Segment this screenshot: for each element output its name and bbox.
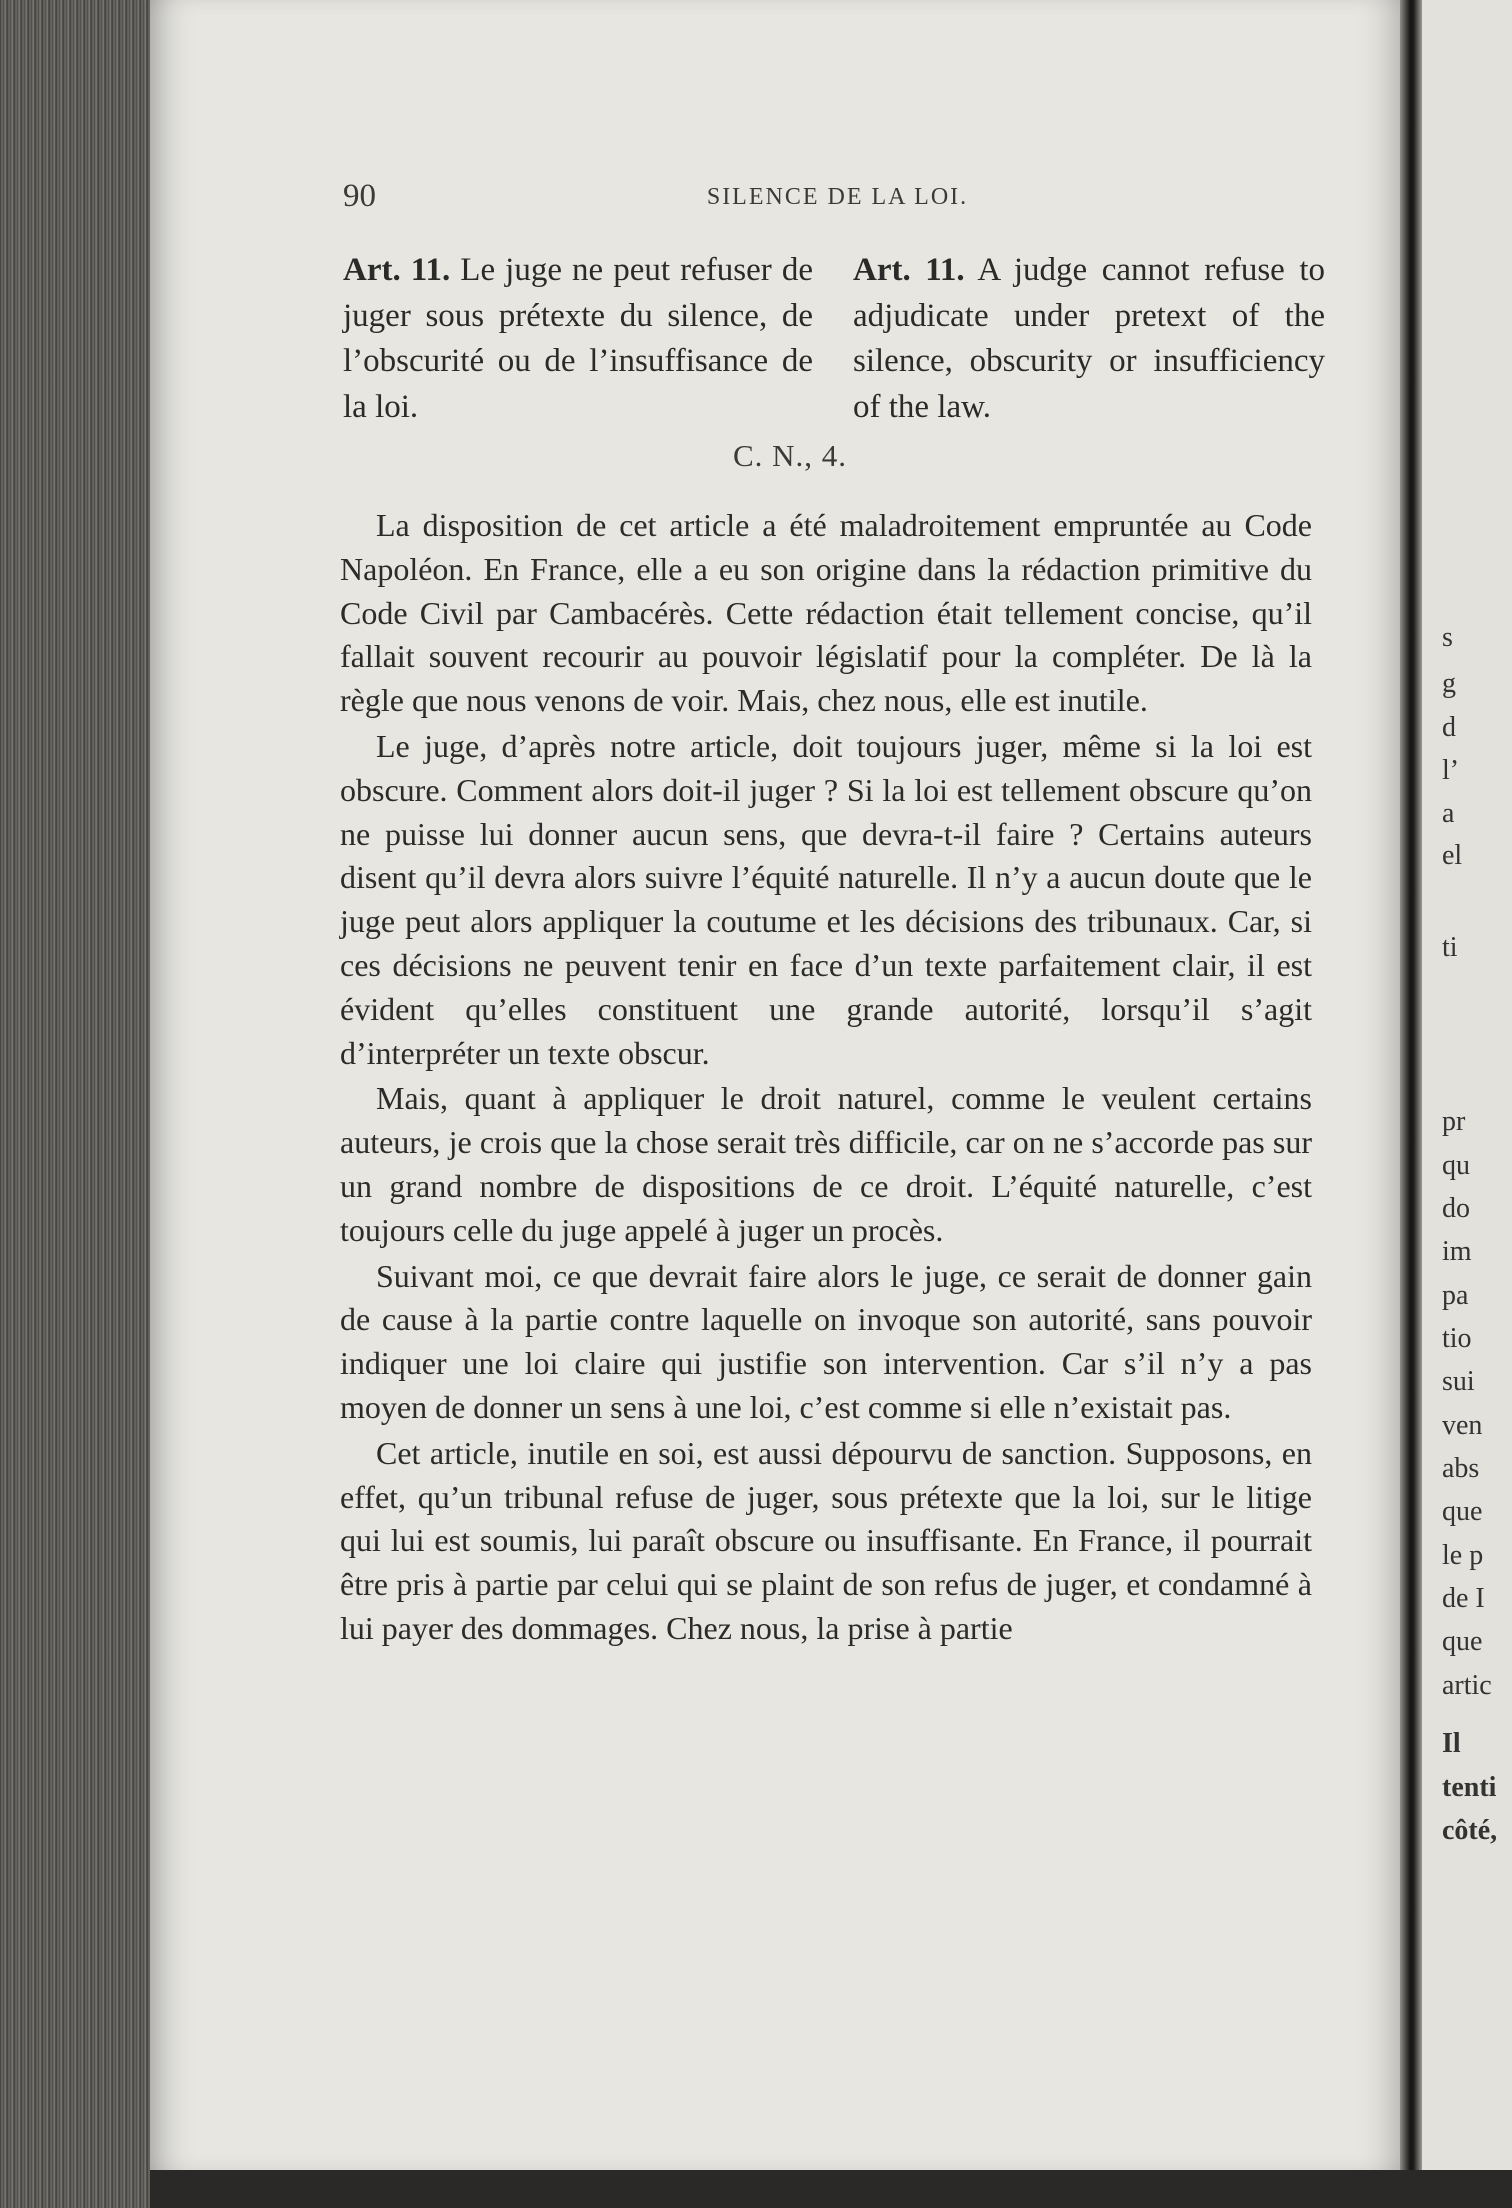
article-english [853, 248, 1325, 430]
page-number: 90 [343, 178, 376, 214]
article-text-fr: Le juge ne peut refuser de juger sous prétexte du silence, de l’obscurité ou de l’insuffisance de la loi. [343, 252, 813, 425]
facing-fragment: a [1442, 798, 1455, 829]
facing-fragment: tenti [1442, 1772, 1497, 1803]
facing-fragment: de I [1442, 1583, 1485, 1614]
facing-fragment: que [1442, 1496, 1483, 1527]
article-label-en: Art. 11. [853, 252, 965, 288]
facing-page [1422, 0, 1512, 2170]
article-label-fr: Art. 11. [343, 252, 451, 288]
running-title: SILENCE DE LA LOI. [706, 184, 969, 210]
facing-fragment: d [1442, 712, 1456, 743]
code-reference: C. N., 4. [732, 438, 848, 473]
facing-fragment: Il [1442, 1728, 1461, 1759]
facing-fragment: ven [1442, 1410, 1483, 1441]
commentary [340, 504, 1312, 1651]
page-edges [0, 0, 150, 2208]
facing-fragment: pr [1442, 1106, 1466, 1137]
paragraph: La disposition de cet article a été maladroitement empruntée au Code Napoléon. En France, elle a eu son origine dans la rédaction primitive du Code Civil par Cambacérès. Cette rédaction était tellement concise, qu’il fallait souvent recourir au pouvoir législatif pour la compléter. De là la règle que nous venons de voir. Mais, chez nous, elle est inutile. [340, 507, 1312, 719]
facing-fragment: abs [1442, 1453, 1480, 1484]
facing-fragment: s [1442, 622, 1453, 653]
facing-fragment: pa [1442, 1280, 1469, 1311]
facing-fragment: l’ [1442, 755, 1460, 786]
scan-bottom-edge [150, 2170, 1512, 2208]
facing-fragment: ti [1442, 932, 1458, 963]
article-text-en: A judge cannot refuse to adjudicate under pretext of the silence, obscurity or insufficiency of the law. [853, 252, 1325, 425]
facing-fragment: côté, [1442, 1815, 1498, 1846]
facing-fragment: tio [1442, 1323, 1472, 1354]
paragraph: Suivant moi, ce que devrait faire alors le juge, ce serait de donner gain de cause à la partie contre laquelle on invoque son autorité, sans pouvoir indiquer une loi claire qui justifie son intervention. Car s’il n’y a pas moyen de donner un sens à une loi, c’est comme si elle n’existait pas. [340, 1257, 1312, 1425]
facing-fragment: qu [1442, 1150, 1470, 1181]
facing-fragment: sui [1442, 1366, 1475, 1397]
facing-fragment: im [1442, 1236, 1472, 1267]
facing-fragment: que [1442, 1626, 1483, 1657]
paragraph: Mais, quant à appliquer le droit naturel, comme le veulent certains auteurs, je crois que la chose serait très difficile, car on ne s’accorde pas sur un grand nombre de dispositions de ce droit. L’équité naturelle, c’est toujours celle du juge appelé à juger un procès. [340, 1080, 1312, 1248]
facing-fragment: el [1442, 840, 1463, 871]
paragraph: Cet article, inutile en soi, est aussi dépourvu de sanction. Supposons, en effet, qu’un tribunal refuse de juger, sous prétexte que la loi, sur le litige qui lui est soumis, lui paraît obscure ou insuffisante. En France, il pourrait être pris à partie par celui qui se plaint de son refus de juger, et condamné à lui payer des dommages. Chez nous, la prise à partie [340, 1434, 1312, 1646]
running-header [343, 178, 1272, 218]
article-french [343, 248, 813, 430]
facing-fragment: g [1442, 668, 1456, 699]
facing-fragment: le p [1442, 1540, 1484, 1571]
book-gutter [1400, 0, 1422, 2208]
facing-fragment: do [1442, 1193, 1470, 1224]
facing-fragment: artic [1442, 1670, 1492, 1701]
paragraph: Le juge, d’après notre article, doit toujours juger, même si la loi est obscure. Comment alors doit-il juger ? Si la loi est tellement obscure qu’on ne puisse lui donner aucun sens, que devra-t-il faire ? Certains auteurs disent qu’il devra alors suivre l’équité naturelle. Il n’y a aucun doute que le juge peut alors appliquer la coutume et les décisions des tribunaux. Car, si ces décisions ne peuvent tenir en face d’un texte parfaitement clair, il est évident qu’elles constituent une grande autorité, lorsqu’il s’agit d’interpréter un texte obscur. [340, 727, 1312, 1071]
